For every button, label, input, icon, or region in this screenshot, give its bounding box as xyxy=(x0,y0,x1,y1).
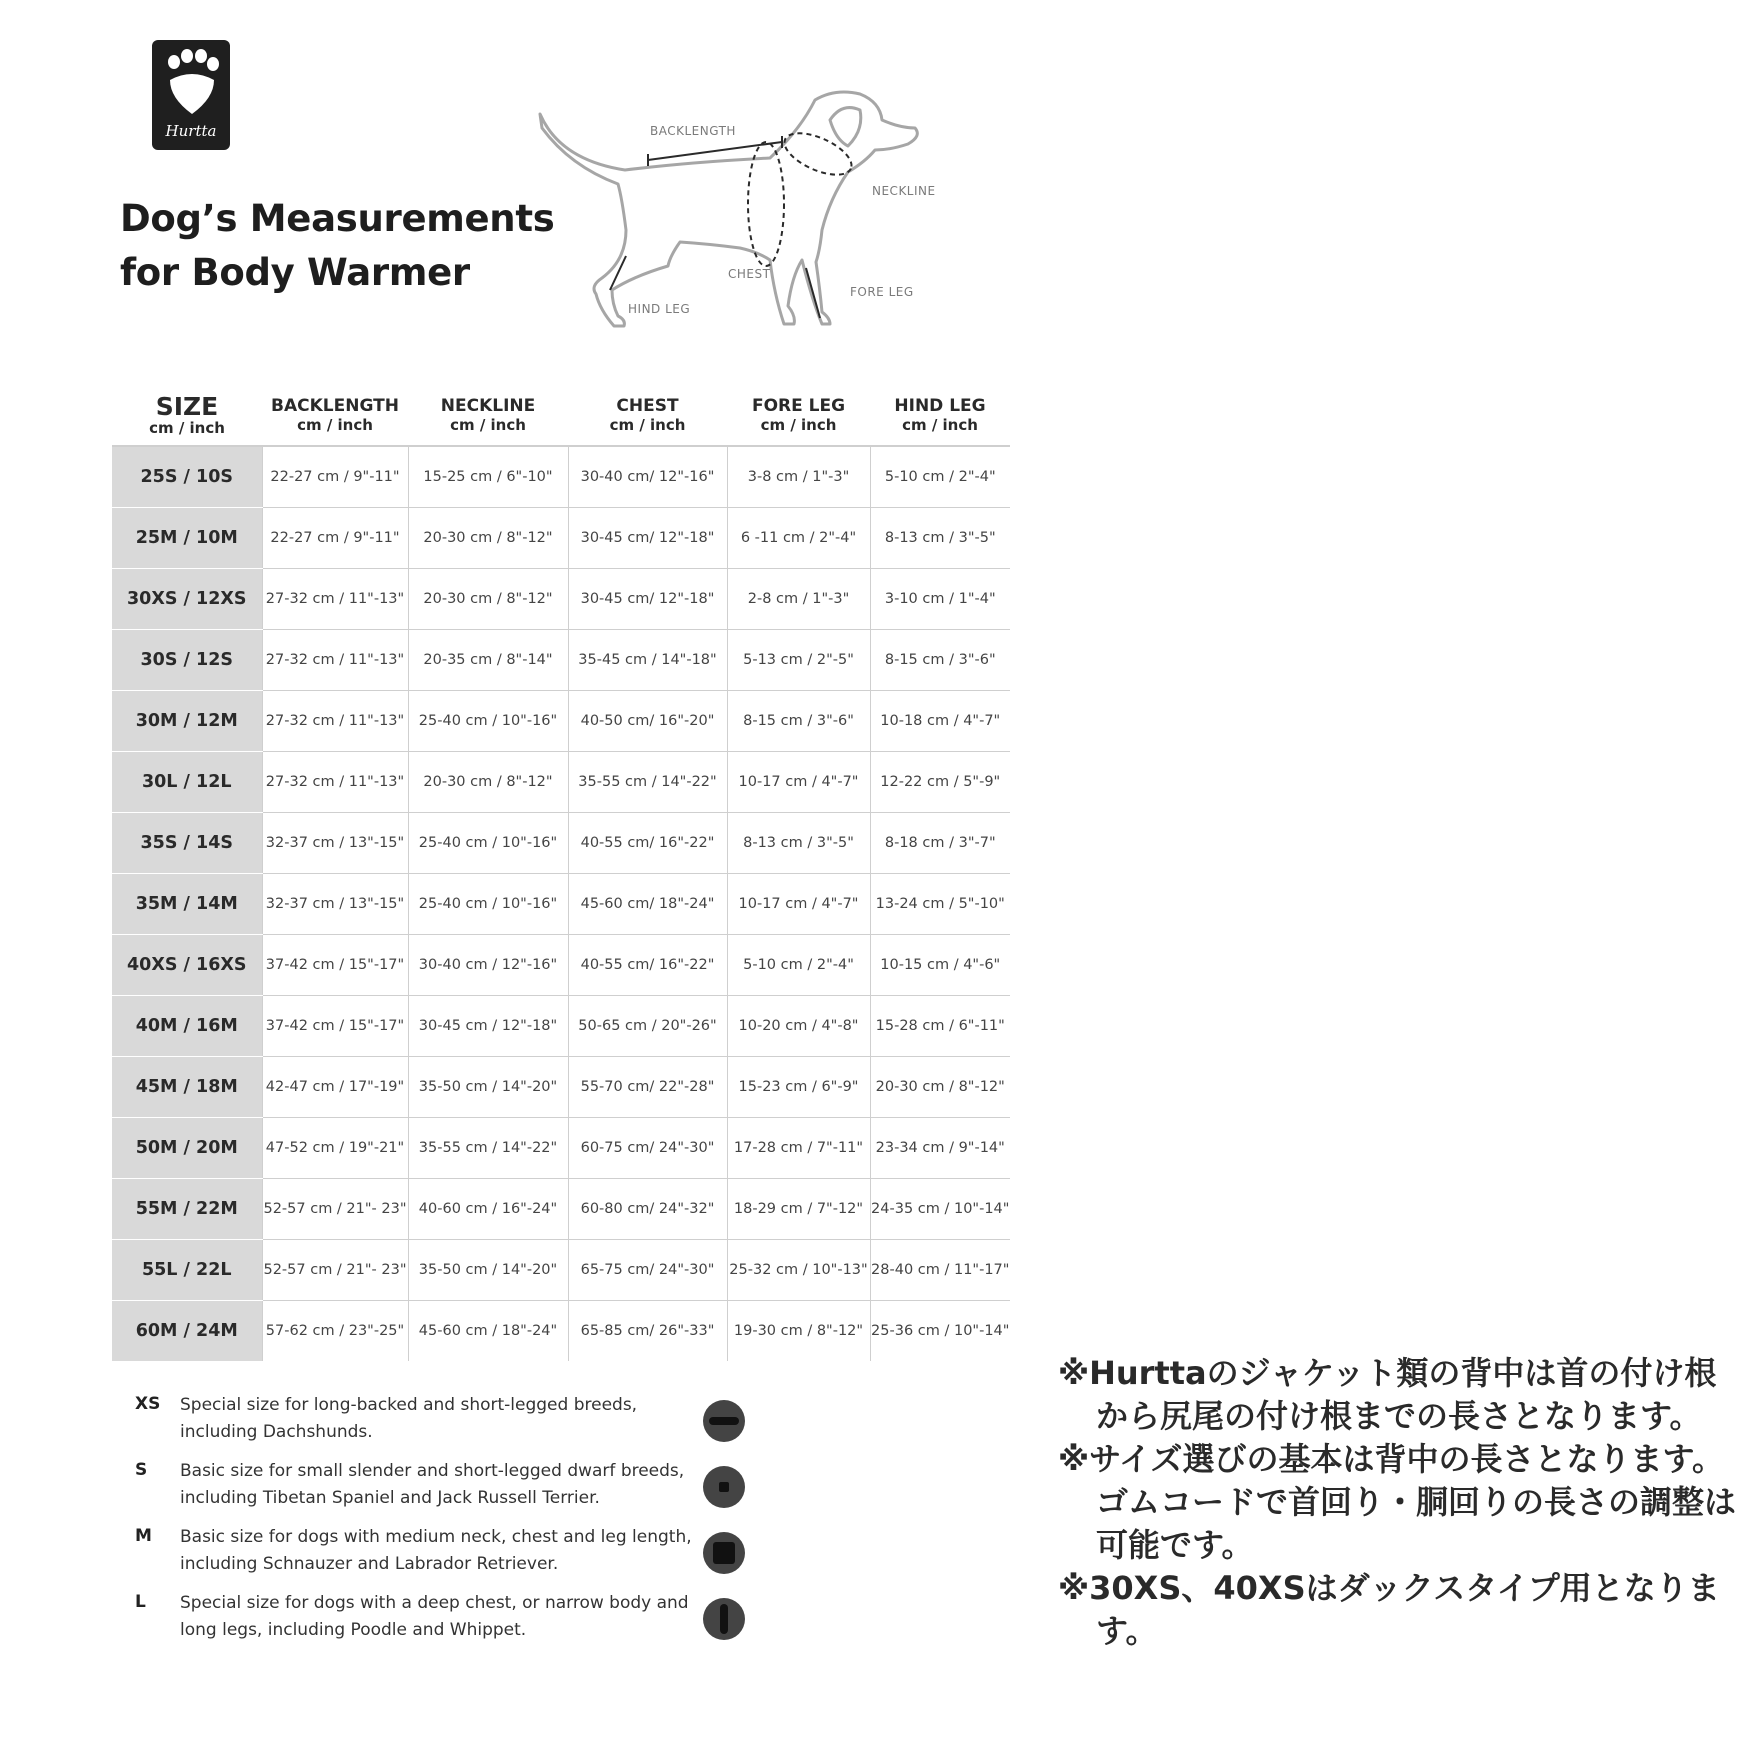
backlength-cell: 37-42 cm / 15"-17" xyxy=(262,996,408,1057)
brand-name: Hurtta xyxy=(165,122,217,140)
legend-item-s xyxy=(135,1456,755,1522)
neckline-label: NECKLINE xyxy=(872,184,936,198)
hind-leg-cell: 28-40 cm / 11"-17" xyxy=(870,1240,1010,1301)
neckline-cell: 25-40 cm / 10"-16" xyxy=(408,691,568,752)
neckline-cell: 25-40 cm / 10"-16" xyxy=(408,874,568,935)
horizontal-bar-icon xyxy=(703,1400,745,1442)
fore-leg-cell: 3-8 cm / 1"-3" xyxy=(727,446,870,508)
legend-description xyxy=(180,1524,700,1578)
fore-leg-cell: 8-15 cm / 3"-6" xyxy=(727,691,870,752)
legend-line: including Dachshunds. xyxy=(180,1422,373,1442)
backlength-cell: 22-27 cm / 9"-11" xyxy=(262,446,408,508)
fore-leg-cell: 17-28 cm / 7"-11" xyxy=(727,1118,870,1179)
fore-leg-cell: 5-10 cm / 2"-4" xyxy=(727,935,870,996)
hind-leg-cell: 8-13 cm / 3"-5" xyxy=(870,508,1010,569)
table-row xyxy=(112,630,1010,691)
table-row xyxy=(112,935,1010,996)
neckline-cell: 35-55 cm / 14"-22" xyxy=(408,1118,568,1179)
size-cell: 25M / 10M xyxy=(112,508,262,569)
chest-cell: 45-60 cm/ 18"-24" xyxy=(568,874,727,935)
backlength-cell: 32-37 cm / 13"-15" xyxy=(262,813,408,874)
header-unit: cm / inch xyxy=(297,415,373,434)
header-title: NECKLINE xyxy=(440,395,536,416)
fore-leg-cell: 8-13 cm / 3"-5" xyxy=(727,813,870,874)
size-cell: 35M / 14M xyxy=(112,874,262,935)
table-row xyxy=(112,446,1010,508)
neckline-cell: 20-30 cm / 8"-12" xyxy=(408,508,568,569)
hind-leg-cell: 5-10 cm / 2"-4" xyxy=(870,446,1010,508)
legend-line: Special size for long-backed and short-legged breeds, xyxy=(180,1395,638,1415)
backlength-cell: 37-42 cm / 15"-17" xyxy=(262,935,408,996)
hind-leg-cell: 25-36 cm / 10"-14" xyxy=(870,1301,1010,1362)
header-size xyxy=(112,385,262,446)
chest-cell: 30-40 cm/ 12"-16" xyxy=(568,446,727,508)
hind-leg-cell: 13-24 cm / 5"-10" xyxy=(870,874,1010,935)
header-unit: cm / inch xyxy=(149,418,225,437)
table-header-row xyxy=(112,385,1010,446)
legend-item-m xyxy=(135,1522,755,1588)
hind-leg-cell: 10-18 cm / 4"-7" xyxy=(870,691,1010,752)
header-title: FORE LEG xyxy=(751,395,846,416)
header-hind-leg xyxy=(870,385,1010,446)
chest-cell: 40-55 cm/ 16"-22" xyxy=(568,935,727,996)
chest-cell: 65-75 cm/ 24"-30" xyxy=(568,1240,727,1301)
hind-leg-cell: 23-34 cm / 9"-14" xyxy=(870,1118,1010,1179)
backlength-cell: 52-57 cm / 21"- 23" xyxy=(262,1179,408,1240)
hind-leg-cell: 20-30 cm / 8"-12" xyxy=(870,1057,1010,1118)
backlength-cell: 27-32 cm / 11"-13" xyxy=(262,691,408,752)
dog-measurement-diagram xyxy=(530,80,980,370)
header-unit: cm / inch xyxy=(760,415,837,434)
legend-code: L xyxy=(135,1592,146,1612)
table-row xyxy=(112,508,1010,569)
backlength-cell: 47-52 cm / 19"-21" xyxy=(262,1118,408,1179)
size-cell: 55M / 22M xyxy=(112,1179,262,1240)
chest-cell: 50-65 cm / 20"-26" xyxy=(568,996,727,1057)
size-cell: 55L / 22L xyxy=(112,1240,262,1301)
neckline-cell: 20-30 cm / 8"-12" xyxy=(408,752,568,813)
hind-leg-cell: 3-10 cm / 1"-4" xyxy=(870,569,1010,630)
legend-code: M xyxy=(135,1526,152,1546)
neckline-cell: 25-40 cm / 10"-16" xyxy=(408,813,568,874)
table-row xyxy=(112,569,1010,630)
neckline-cell: 15-25 cm / 6"-10" xyxy=(408,446,568,508)
hind-leg-cell: 12-22 cm / 5"-9" xyxy=(870,752,1010,813)
neckline-cell: 35-50 cm / 14"-20" xyxy=(408,1240,568,1301)
legend-line: Special size for dogs with a deep chest, or narrow body and xyxy=(180,1593,689,1613)
size-cell: 30L / 12L xyxy=(112,752,262,813)
legend-line: Basic size for dogs with medium neck, chest and leg length, xyxy=(180,1527,692,1547)
neckline-cell: 40-60 cm / 16"-24" xyxy=(408,1179,568,1240)
header-title: CHEST xyxy=(616,395,679,416)
fore-leg-cell: 2-8 cm / 1"-3" xyxy=(727,569,870,630)
chest-cell: 55-70 cm/ 22"-28" xyxy=(568,1057,727,1118)
page-title xyxy=(120,192,554,300)
legend-item-xs xyxy=(135,1390,755,1456)
size-cell: 50M / 20M xyxy=(112,1118,262,1179)
neckline-cell: 45-60 cm / 18"-24" xyxy=(408,1301,568,1362)
header-backlength xyxy=(262,385,408,446)
title-line-2: for Body Warmer xyxy=(120,251,470,294)
fore-leg-cell: 19-30 cm / 8"-12" xyxy=(727,1301,870,1362)
backlength-cell: 22-27 cm / 9"-11" xyxy=(262,508,408,569)
backlength-cell: 52-57 cm / 21"- 23" xyxy=(262,1240,408,1301)
size-cell: 30M / 12M xyxy=(112,691,262,752)
fore-leg-cell: 15-23 cm / 6"-9" xyxy=(727,1057,870,1118)
chest-cell: 40-50 cm/ 16"-20" xyxy=(568,691,727,752)
hind-leg-cell: 8-18 cm / 3"-7" xyxy=(870,813,1010,874)
note-dachshund-sizes: ※30XS、40XSはダックスタイプ用となります。 xyxy=(1058,1569,1720,1650)
fore-leg-cell: 10-20 cm / 4"-8" xyxy=(727,996,870,1057)
header-title: HIND LEG xyxy=(894,395,986,416)
title-line-1: Dog’s Measurements xyxy=(120,197,555,240)
large-square-icon xyxy=(703,1532,745,1574)
table-row xyxy=(112,1301,1010,1362)
legend-code: XS xyxy=(135,1394,161,1414)
legend-description xyxy=(180,1392,700,1446)
backlength-cell: 27-32 cm / 11"-13" xyxy=(262,752,408,813)
hind-leg-cell: 10-15 cm / 4"-6" xyxy=(870,935,1010,996)
hind-leg-label: HIND LEG xyxy=(628,302,691,316)
chest-cell: 60-75 cm/ 24"-30" xyxy=(568,1118,727,1179)
fore-leg-cell: 10-17 cm / 4"-7" xyxy=(727,874,870,935)
legend-description xyxy=(180,1590,700,1644)
vertical-bar-icon xyxy=(703,1598,745,1640)
table-row xyxy=(112,752,1010,813)
table-row xyxy=(112,874,1010,935)
fore-leg-cell: 18-29 cm / 7"-12" xyxy=(727,1179,870,1240)
size-cell: 40XS / 16XS xyxy=(112,935,262,996)
table-row xyxy=(112,1118,1010,1179)
table-row xyxy=(112,1057,1010,1118)
legend-line: including Schnauzer and Labrador Retriever. xyxy=(180,1554,559,1574)
legend-line: Basic size for small slender and short-legged dwarf breeds, xyxy=(180,1461,685,1481)
table-row xyxy=(112,1240,1010,1301)
note-backlength: ※Hurttaのジャケット類の背中は首の付け根から尻尾の付け根までの長さとなります。 xyxy=(1058,1354,1717,1435)
header-unit: cm / inch xyxy=(450,415,526,434)
neckline-cell: 35-50 cm / 14"-20" xyxy=(408,1057,568,1118)
chest-cell: 30-45 cm/ 12"-18" xyxy=(568,569,727,630)
legend-description xyxy=(180,1458,700,1512)
backlength-label: BACKLENGTH xyxy=(650,124,736,138)
sizing-notes xyxy=(1058,1352,1738,1653)
table-row xyxy=(112,996,1010,1057)
brand-logo xyxy=(152,40,230,150)
header-fore-leg xyxy=(727,385,870,446)
fore-leg-cell: 10-17 cm / 4"-7" xyxy=(727,752,870,813)
neckline-cell: 30-40 cm / 12"-16" xyxy=(408,935,568,996)
note-size-selection: ※サイズ選びの基本は背中の長さとなります。ゴムコードで首回り・胴回りの長さの調整は可能です。 xyxy=(1058,1440,1737,1564)
header-chest xyxy=(568,385,727,446)
size-cell: 45M / 18M xyxy=(112,1057,262,1118)
hind-leg-cell: 24-35 cm / 10"-14" xyxy=(870,1179,1010,1240)
neckline-cell: 30-45 cm / 12"-18" xyxy=(408,996,568,1057)
size-cell: 40M / 16M xyxy=(112,996,262,1057)
fore-leg-cell: 5-13 cm / 2"-5" xyxy=(727,630,870,691)
backlength-cell: 42-47 cm / 17"-19" xyxy=(262,1057,408,1118)
header-unit: cm / inch xyxy=(902,415,978,434)
backlength-cell: 32-37 cm / 13"-15" xyxy=(262,874,408,935)
header-unit: cm / inch xyxy=(609,415,686,434)
fore-leg-cell: 6 -11 cm / 2"-4" xyxy=(727,508,870,569)
hind-leg-cell: 15-28 cm / 6"-11" xyxy=(870,996,1010,1057)
chest-label: CHEST xyxy=(728,267,771,281)
size-chart-table xyxy=(112,385,1010,1361)
size-cell: 30XS / 12XS xyxy=(112,569,262,630)
neckline-cell: 20-35 cm / 8"-14" xyxy=(408,630,568,691)
header-title: SIZE xyxy=(155,391,219,421)
chest-cell: 35-45 cm / 14"-18" xyxy=(568,630,727,691)
size-cell: 60M / 24M xyxy=(112,1301,262,1362)
fore-leg-label: FORE LEG xyxy=(850,285,914,299)
neckline-cell: 20-30 cm / 8"-12" xyxy=(408,569,568,630)
table-row xyxy=(112,813,1010,874)
fore-leg-cell: 25-32 cm / 10"-13" xyxy=(727,1240,870,1301)
size-cell: 35S / 14S xyxy=(112,813,262,874)
small-square-icon xyxy=(703,1466,745,1508)
size-cell: 25S / 10S xyxy=(112,446,262,508)
backlength-cell: 57-62 cm / 23"-25" xyxy=(262,1301,408,1362)
chest-cell: 65-85 cm/ 26"-33" xyxy=(568,1301,727,1362)
backlength-cell: 27-32 cm / 11"-13" xyxy=(262,630,408,691)
hind-leg-cell: 8-15 cm / 3"-6" xyxy=(870,630,1010,691)
chest-cell: 30-45 cm/ 12"-18" xyxy=(568,508,727,569)
backlength-cell: 27-32 cm / 11"-13" xyxy=(262,569,408,630)
table-row xyxy=(112,691,1010,752)
legend-line: including Tibetan Spaniel and Jack Russell Terrier. xyxy=(180,1488,600,1508)
chest-cell: 60-80 cm/ 24"-32" xyxy=(568,1179,727,1240)
legend-code: S xyxy=(135,1460,148,1480)
legend-item-l xyxy=(135,1588,755,1654)
chest-cell: 40-55 cm/ 16"-22" xyxy=(568,813,727,874)
header-title: BACKLENGTH xyxy=(271,395,399,416)
header-neckline xyxy=(408,385,568,446)
size-legend xyxy=(135,1390,755,1654)
size-cell: 30S / 12S xyxy=(112,630,262,691)
table-row xyxy=(112,1179,1010,1240)
legend-line: long legs, including Poodle and Whippet. xyxy=(180,1620,527,1640)
chest-cell: 35-55 cm / 14"-22" xyxy=(568,752,727,813)
